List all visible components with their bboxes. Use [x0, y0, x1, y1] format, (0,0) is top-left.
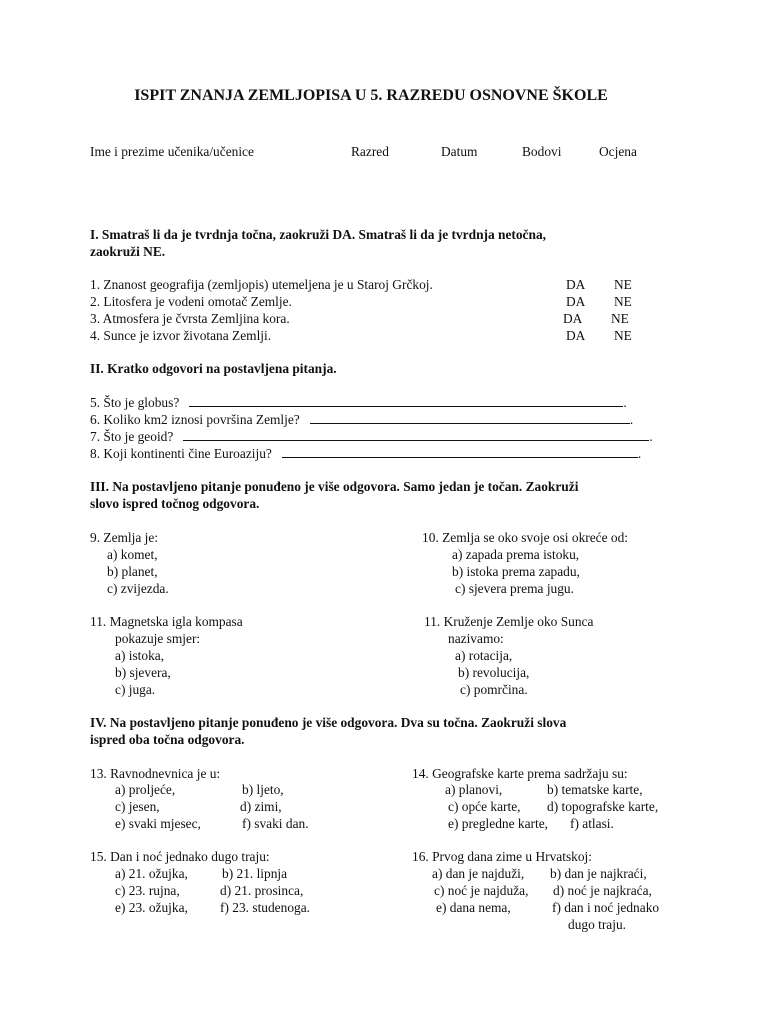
option-f[interactable]: f) 23. studenoga.: [220, 900, 310, 915]
option-b[interactable]: b) revolucija,: [458, 665, 530, 680]
option-d[interactable]: d) 21. prosinca,: [220, 883, 304, 898]
question-15: 15. Dan i noć jednako dugo traju:: [90, 849, 270, 864]
section-1-instruction: I. Smatraš li da je tvrdnja točna, zaokruži DA. Smatraš li da je tvrdnja netočna,: [90, 227, 546, 242]
grade-field-label: Ocjena: [599, 144, 637, 159]
option-c[interactable]: c) 23. rujna,: [115, 883, 180, 898]
question-6: 6. Koliko km2 iznosi površina Zemlje? .: [90, 412, 634, 427]
answer-da[interactable]: DA: [566, 277, 586, 292]
answer-da[interactable]: DA: [563, 311, 583, 326]
name-field-label: Ime i prezime učenika/učenice: [90, 144, 254, 159]
option-c[interactable]: c) zvijezda.: [107, 581, 169, 596]
question-13: 13. Ravnodnevnica je u:: [90, 766, 221, 781]
points-field-label: Bodovi: [522, 144, 562, 159]
option-b[interactable]: b) planet,: [107, 564, 158, 579]
option-c[interactable]: c) jesen,: [115, 799, 160, 814]
option-e[interactable]: e) 23. ožujka,: [115, 900, 188, 915]
option-a[interactable]: a) istoka,: [115, 648, 165, 663]
option-f[interactable]: f) dan i noć jednako: [552, 900, 660, 915]
option-a[interactable]: a) rotacija,: [455, 648, 513, 663]
answer-da[interactable]: DA: [566, 328, 586, 343]
question-12-cont: nazivamo:: [448, 631, 504, 646]
question-1: 1. Znanost geografija (zemljopis) utemeljena je u Staroj Grčkoj.: [90, 277, 433, 292]
class-field-label: Razred: [351, 144, 389, 159]
page-title: ISPIT ZNANJA ZEMLJOPISA U 5. RAZREDU OSNOVNE ŠKOLE: [134, 87, 608, 104]
question-11: 11. Magnetska igla kompasa: [90, 614, 243, 629]
question-9: 9. Zemlja je:: [90, 530, 159, 545]
option-a[interactable]: a) planovi,: [445, 782, 503, 797]
option-a[interactable]: a) 21. ožujka,: [115, 866, 188, 881]
option-b[interactable]: b) 21. lipnja: [222, 866, 288, 881]
option-c[interactable]: c) pomrčina.: [460, 682, 528, 697]
option-e[interactable]: e) dana nema,: [436, 900, 511, 915]
section-4-instruction-cont: ispred oba točna odgovora.: [90, 732, 245, 747]
answer-da[interactable]: DA: [566, 294, 586, 309]
option-c[interactable]: c) juga.: [115, 682, 156, 697]
option-c[interactable]: c) sjevera prema jugu.: [455, 581, 574, 596]
option-f[interactable]: f) atlasi.: [570, 816, 614, 831]
option-d[interactable]: d) zimi,: [240, 799, 282, 814]
option-b[interactable]: b) sjevera,: [115, 665, 171, 680]
date-field-label: Datum: [441, 144, 478, 159]
question-8: 8. Koji kontinenti čine Euroaziju? .: [90, 446, 642, 461]
option-a[interactable]: a) zapada prema istoku,: [452, 547, 580, 562]
section-3-instruction: III. Na postavljeno pitanje ponuđeno je više odgovora. Samo jedan je točan. Zaokruži: [90, 479, 579, 494]
answer-ne[interactable]: NE: [614, 328, 632, 343]
option-b[interactable]: b) tematske karte,: [547, 782, 643, 797]
option-b[interactable]: b) istoka prema zapadu,: [452, 564, 580, 579]
answer-ne[interactable]: NE: [611, 311, 629, 326]
option-f[interactable]: f) svaki dan.: [242, 816, 309, 831]
question-16: 16. Prvog dana zime u Hrvatskoj:: [412, 849, 592, 864]
option-d[interactable]: d) noć je najkraća,: [553, 883, 652, 898]
question-10: 10. Zemlja se oko svoje osi okreće od:: [422, 530, 629, 545]
section-2-instruction: II. Kratko odgovori na postavljena pitanja.: [90, 361, 337, 376]
answer-ne[interactable]: NE: [614, 294, 632, 309]
option-e[interactable]: e) pregledne karte,: [448, 816, 548, 831]
option-a[interactable]: a) dan je najduži,: [432, 866, 525, 881]
question-12: 11. Kruženje Zemlje oko Sunca: [424, 614, 594, 629]
answer-line[interactable]: [282, 445, 638, 458]
option-f-cont: dugo traju.: [568, 917, 627, 932]
section-1-instruction-cont: zaokruži NE.: [90, 244, 166, 259]
question-11-cont: pokazuje smjer:: [115, 631, 201, 646]
answer-line[interactable]: [189, 394, 623, 407]
question-14: 14. Geografske karte prema sadržaju su:: [412, 766, 628, 781]
question-4: 4. Sunce je izvor životana Zemlji.: [90, 328, 272, 343]
option-b[interactable]: b) ljeto,: [242, 782, 284, 797]
section-3-instruction-cont: slovo ispred točnog odgovora.: [90, 496, 260, 511]
option-b[interactable]: b) dan je najkraći,: [550, 866, 647, 881]
answer-line[interactable]: [183, 428, 649, 441]
question-7: 7. Što je geoid? .: [90, 429, 653, 444]
option-c[interactable]: c) noć je najduža,: [434, 883, 529, 898]
option-a[interactable]: a) proljeće,: [115, 782, 176, 797]
answer-line[interactable]: [310, 411, 630, 424]
option-a[interactable]: a) komet,: [107, 547, 158, 562]
answer-ne[interactable]: NE: [614, 277, 632, 292]
question-5: 5. Što je globus? .: [90, 395, 627, 410]
question-2: 2. Litosfera je vodeni omotač Zemlje.: [90, 294, 292, 309]
option-d[interactable]: d) topografske karte,: [547, 799, 659, 814]
option-e[interactable]: e) svaki mjesec,: [115, 816, 201, 831]
question-3: 3. Atmosfera je čvrsta Zemljina kora.: [90, 311, 290, 326]
section-4-instruction: IV. Na postavljeno pitanje ponuđeno je više odgovora. Dva su točna. Zaokruži slova: [90, 715, 567, 730]
option-c[interactable]: c) opće karte,: [448, 799, 521, 814]
